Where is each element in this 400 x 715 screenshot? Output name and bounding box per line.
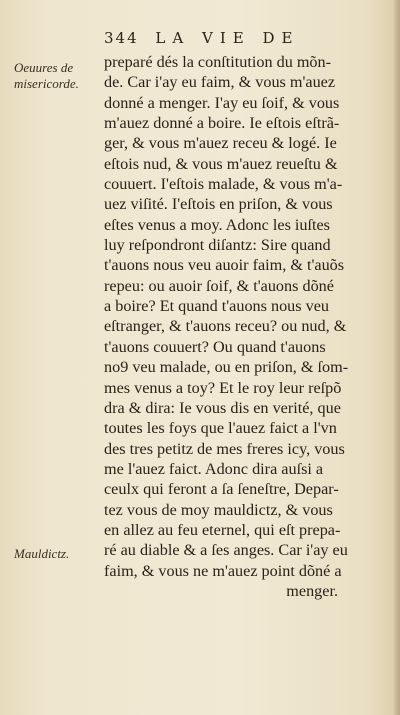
text-line: t'auons nous veu auoir faim, & t'auõs — [104, 256, 345, 275]
text-line: t'auons couuert? Ou quand t'auons — [104, 337, 326, 356]
margin-note-oeuures: Oeuures de misericorde. — [14, 60, 79, 91]
body-text — [104, 52, 396, 601]
text-line: mes venus a toy? Et le roy leur reſpõ — [104, 378, 342, 397]
text-line: uez viſité. I'eſtois en priſon, & vous — [104, 195, 333, 214]
text-line: no9 veu malade, ou en priſon, & ſom- — [104, 358, 349, 377]
text-line: ceulx qui feront a ſa ſeneſtre, Depar- — [104, 480, 339, 499]
text-line: en allez au feu eternel, qui eſt prepa- — [104, 520, 341, 539]
text-line: toutes les foys que l'auez faict a l'vn — [104, 419, 337, 438]
text-line: tez vous de moy mauldictz, & vous — [104, 500, 333, 519]
text-line: me l'auez faict. Adonc dira auſsi a — [104, 459, 324, 478]
text-line: eſtranger, & t'auons receu? ou nud, & — [104, 317, 347, 336]
text-line: dra & dira: Ie vous dis en verité, que — [104, 398, 341, 417]
text-line: des tres petitz de mes freres icy, vous — [104, 439, 345, 458]
text-line: donné a menger. I'ay eu ſoif, & vous — [104, 93, 340, 112]
text-line: menger. — [286, 581, 338, 600]
text-line: m'auez donné a boire. Ie eſtois eſtrã- — [104, 114, 340, 133]
text-line: ger, & vous m'auez receu & logé. Ie — [104, 134, 337, 153]
text-line: a boire? Et quand t'auons nous veu — [104, 297, 329, 316]
text-line: ré au diable & a ſes anges. Car i'ay eu — [104, 541, 348, 560]
margin-note-mauldictz: Mauldictz. — [14, 546, 70, 561]
text-line: couuert. I'eſtois malade, & vous m'a- — [104, 175, 343, 194]
running-head-title: LA VIE DE — [155, 29, 300, 47]
text-line: preparé dés la conſtitution du mõn- — [104, 53, 332, 71]
text-line: luy reſpondront diſantz: Sire quand — [104, 236, 331, 255]
text-line: de. Car i'ay eu faim, & vous m'auez — [104, 73, 336, 92]
page-number: 344 — [104, 29, 139, 47]
text-line: eſtois nud, & vous m'auez reueſtu & — [104, 154, 338, 173]
text-line: repeu: ou auoir ſoif, & t'auons dõné — [104, 276, 334, 295]
text-line: faim, & vous ne m'auez point dõné a — [104, 561, 342, 580]
running-header — [104, 29, 299, 47]
text-line: eſtes venus a moy. Adonc les iuſtes — [104, 215, 330, 234]
